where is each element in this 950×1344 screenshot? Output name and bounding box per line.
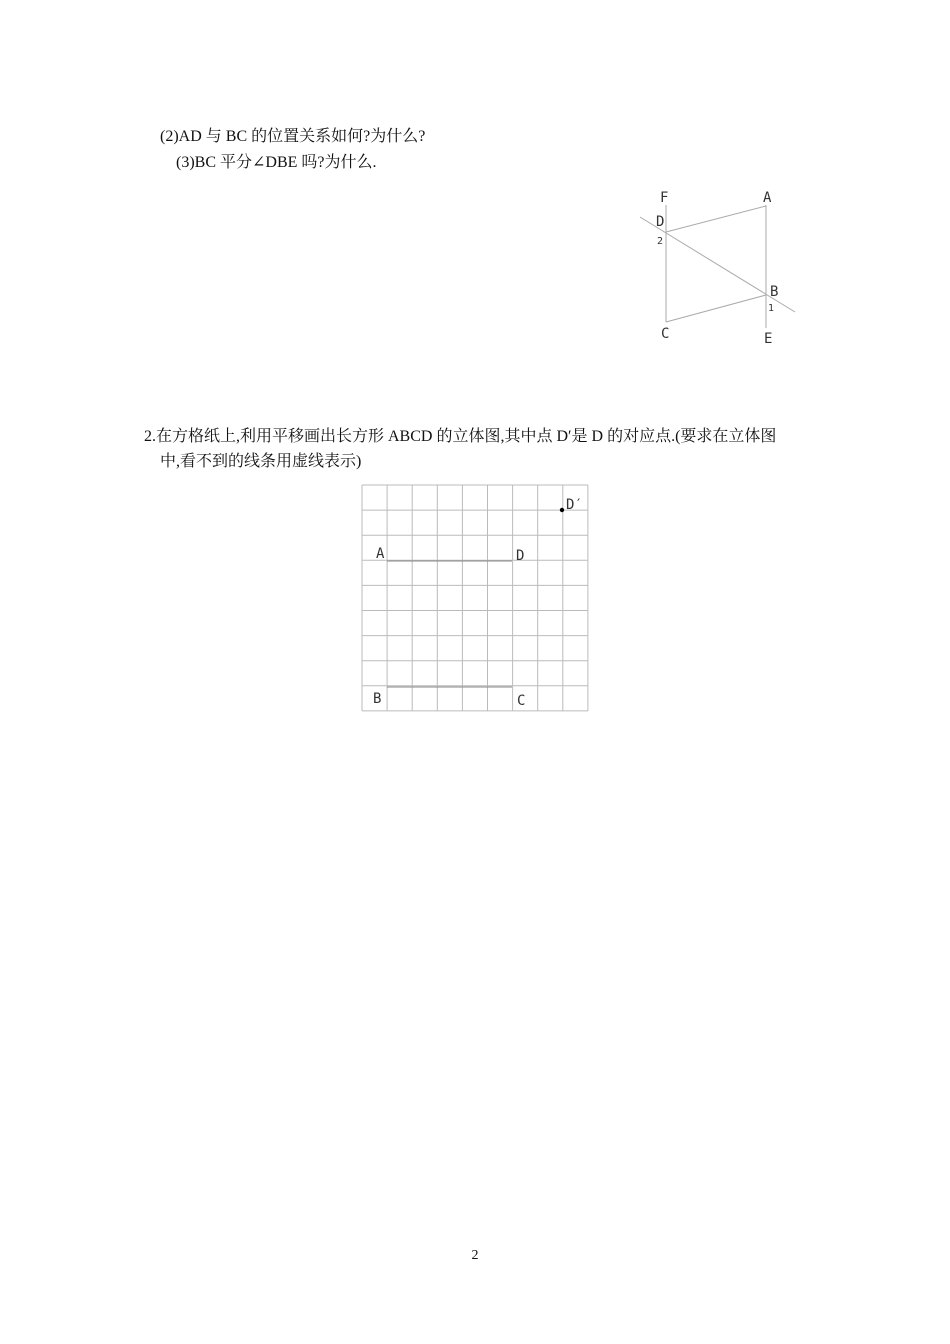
question-1-part-3: (3)BC 平分∠DBE 吗?为什么. [176, 154, 377, 171]
label-B: B [373, 691, 382, 707]
label-D: D [656, 214, 665, 230]
question-2-line-2: 中,看不到的线条用虚线表示) [160, 453, 362, 470]
label-E: E [764, 331, 773, 347]
question-1-part-2: (2)AD 与 BC 的位置关系如何?为什么? [160, 128, 426, 145]
label-C: C [661, 326, 670, 342]
label-B: B [770, 284, 779, 300]
label-angle-1: 1 [768, 303, 775, 314]
page-number: 2 [471, 1248, 479, 1263]
label-A: A [763, 190, 772, 206]
point-d-prime [560, 508, 564, 512]
grid-lines [362, 485, 588, 711]
question-2-line-1: 2.在方格纸上,利用平移画出长方形 ABCD 的立体图,其中点 D′是 D 的对应点.(要求在立体图 [144, 428, 777, 445]
label-A: A [376, 546, 385, 562]
label-C: C [517, 693, 526, 709]
label-angle-2: 2 [657, 236, 664, 247]
label-F: F [660, 190, 669, 206]
label-D-prime: D′ [566, 497, 583, 513]
label-D: D [516, 548, 525, 564]
